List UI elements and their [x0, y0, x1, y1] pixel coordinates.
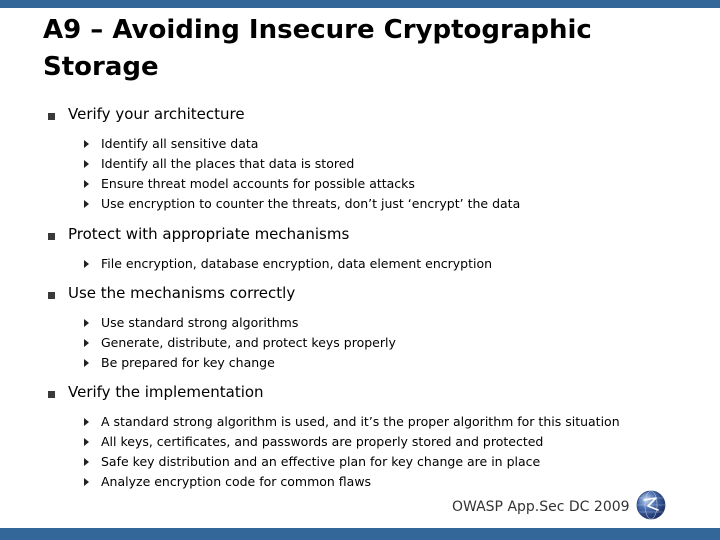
list-item	[84, 353, 704, 373]
list-item-label: Use encryption to counter the threats, don’t just ‘encrypt’ the data	[101, 196, 521, 211]
list-item-label: Safe key distribution and an effective plan for key change are in place	[101, 454, 541, 469]
list-item-label: All keys, certificates, and passwords are properly stored and protected	[101, 434, 544, 449]
triangle-bullet-icon	[84, 458, 89, 466]
section-heading-label: Use the mechanisms correctly	[68, 284, 296, 302]
list-item-label: Identify all sensitive data	[101, 136, 259, 151]
triangle-bullet-icon	[84, 160, 89, 168]
section-heading	[48, 225, 350, 246]
list-item	[84, 134, 704, 154]
triangle-bullet-icon	[84, 339, 89, 347]
triangle-bullet-icon	[84, 319, 89, 327]
square-bullet-icon	[48, 292, 55, 299]
sub-list	[84, 313, 704, 373]
list-item-label: Use standard strong algorithms	[101, 315, 299, 330]
section-heading	[48, 284, 296, 305]
list-item	[84, 313, 704, 333]
list-item-label: Ensure threat model accounts for possible attacks	[101, 176, 415, 191]
top-accent-bar	[0, 0, 720, 8]
list-item-label: Identify all the places that data is stored	[101, 156, 355, 171]
triangle-bullet-icon	[84, 438, 89, 446]
list-item-label: File encryption, database encryption, data element encryption	[101, 256, 493, 271]
slide-title: A9 – Avoiding Insecure Cryptographic Storage	[43, 15, 592, 82]
triangle-bullet-icon	[84, 418, 89, 426]
square-bullet-icon	[48, 391, 55, 398]
square-bullet-icon	[48, 233, 55, 240]
section-heading-label: Verify the implementation	[68, 383, 264, 401]
sub-list	[84, 412, 704, 492]
section-heading-label: Verify your architecture	[68, 105, 245, 123]
list-item	[84, 174, 704, 194]
section-heading	[48, 383, 264, 404]
list-item-label: Generate, distribute, and protect keys properly	[101, 335, 396, 350]
list-item	[84, 194, 704, 214]
list-item	[84, 154, 704, 174]
square-bullet-icon	[48, 113, 55, 120]
triangle-bullet-icon	[84, 140, 89, 148]
section-heading-label: Protect with appropriate mechanisms	[68, 225, 350, 243]
list-item	[84, 432, 704, 452]
triangle-bullet-icon	[84, 359, 89, 367]
triangle-bullet-icon	[84, 478, 89, 486]
list-item-label: A standard strong algorithm is used, and it’s the proper algorithm for this situation	[101, 414, 620, 429]
triangle-bullet-icon	[84, 200, 89, 208]
list-item	[84, 412, 704, 432]
bottom-accent-bar	[0, 528, 720, 540]
owasp-globe-icon	[636, 490, 666, 520]
section-heading	[48, 105, 245, 126]
triangle-bullet-icon	[84, 260, 89, 268]
list-item	[84, 254, 704, 274]
sub-list	[84, 134, 704, 214]
list-item-label: Analyze encryption code for common flaws	[101, 474, 372, 489]
list-item-label: Be prepared for key change	[101, 355, 275, 370]
triangle-bullet-icon	[84, 180, 89, 188]
sub-list	[84, 254, 704, 274]
list-item	[84, 333, 704, 353]
footer-label: OWASP App.Sec DC 2009	[452, 499, 630, 515]
list-item	[84, 472, 704, 492]
list-item	[84, 452, 704, 472]
